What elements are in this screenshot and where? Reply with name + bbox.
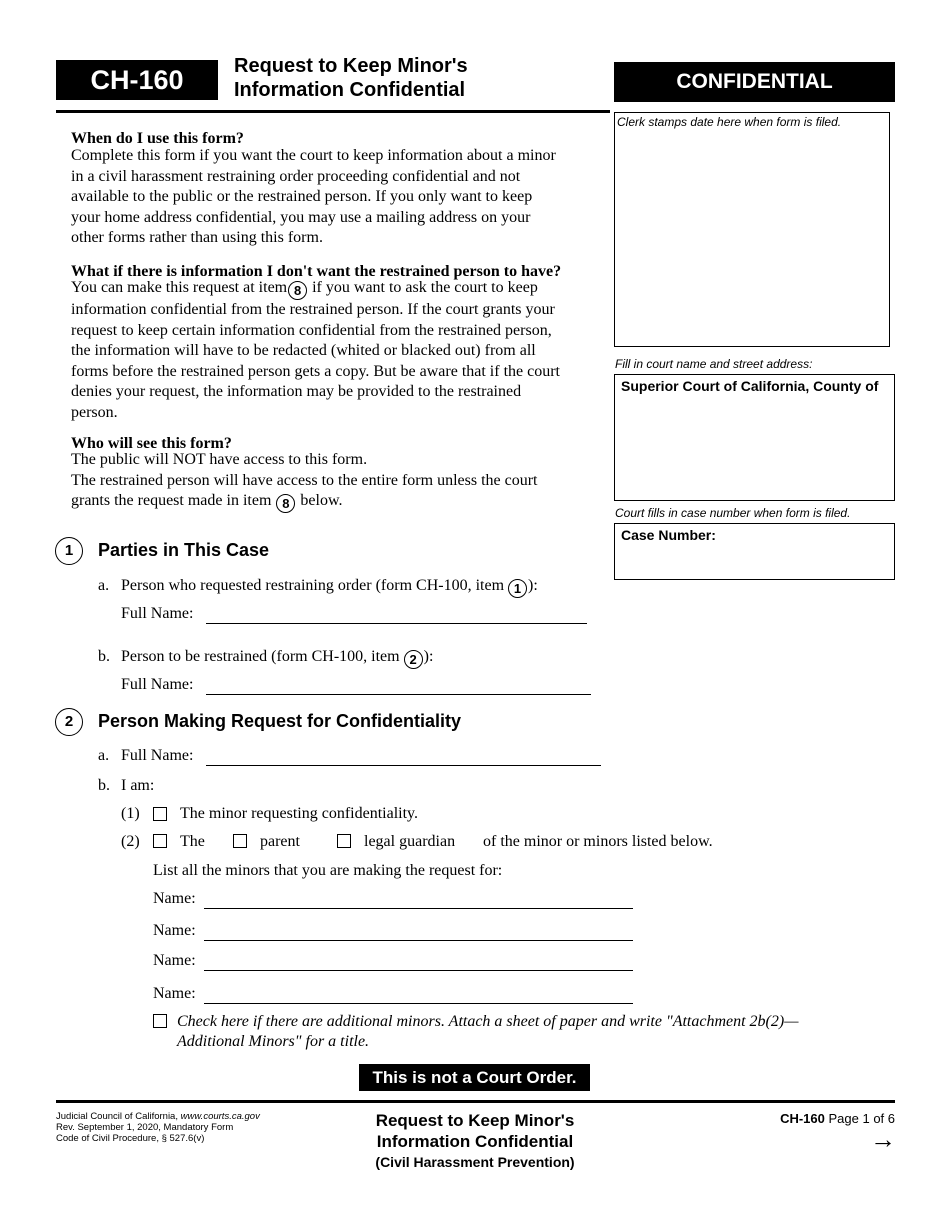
footer-council: Judicial Council of California, bbox=[56, 1111, 178, 1122]
paragraph-line: Complete this form if you want the court to keep information about a minor bbox=[71, 147, 556, 164]
footer-legal-info bbox=[56, 1111, 336, 1144]
section-1b-question bbox=[121, 647, 433, 669]
footer-title-line2: Information Confidential bbox=[376, 1132, 574, 1151]
additional-minors-text bbox=[177, 1012, 877, 1052]
section-1-title: Parties in This Case bbox=[98, 540, 270, 560]
additional-minors-checkbox[interactable] bbox=[153, 1014, 167, 1028]
section-1a-name-label: Full Name: bbox=[121, 605, 194, 622]
paragraph-line bbox=[71, 491, 611, 513]
item-2-reference: 2 bbox=[404, 650, 423, 669]
option-2-the: The bbox=[180, 833, 205, 850]
item-8-reference: 8 bbox=[288, 281, 307, 300]
minor-name-line bbox=[204, 970, 633, 971]
form-title-line2: Information Confidential bbox=[234, 79, 466, 101]
minor-name-input[interactable] bbox=[208, 919, 628, 939]
confidential-banner: CONFIDENTIAL bbox=[614, 62, 895, 102]
paragraph-text: grants the request made in item bbox=[71, 492, 272, 509]
the-checkbox[interactable] bbox=[153, 834, 167, 848]
minor-name-input[interactable] bbox=[208, 949, 628, 969]
intro-answer-who bbox=[71, 450, 611, 513]
paragraph-text: if you want to ask the court to keep bbox=[312, 279, 538, 296]
option-2-number: (2) bbox=[121, 833, 140, 850]
section-1a-letter: a. bbox=[98, 577, 110, 594]
restrained-name-input[interactable] bbox=[210, 673, 588, 693]
minor-name-line bbox=[204, 908, 633, 909]
court-address-box[interactable] bbox=[614, 374, 895, 501]
requester-name-line bbox=[206, 623, 587, 624]
minor-name-label: Name: bbox=[153, 922, 196, 939]
minors-list-intro: List all the minors that you are making the request for: bbox=[153, 862, 503, 879]
restrained-name-line bbox=[206, 694, 591, 695]
footer-subtitle: (Civil Harassment Prevention) bbox=[375, 1154, 575, 1170]
minor-name-line bbox=[204, 1003, 633, 1004]
option-1-number: (1) bbox=[121, 805, 140, 822]
minor-name-label: Name: bbox=[153, 890, 196, 907]
paragraph-line: request to keep certain information confidential from the restrained person, bbox=[71, 321, 552, 339]
additional-minors-line: Additional Minors" for a title. bbox=[177, 1033, 370, 1050]
paragraph-line: your home address confidential, you may use a mailing address on your bbox=[71, 208, 531, 226]
minor-name-line bbox=[204, 940, 633, 941]
question-text: ): bbox=[423, 648, 434, 665]
header-divider bbox=[56, 110, 610, 113]
not-court-order-banner: This is not a Court Order. bbox=[359, 1064, 590, 1091]
intro-question-when: When do I use this form? bbox=[71, 130, 244, 147]
requester-full-name-line bbox=[206, 765, 601, 766]
requester-full-name-input[interactable] bbox=[210, 744, 598, 764]
paragraph-line: The restrained person will have access to the entire form unless the court bbox=[71, 471, 538, 489]
case-number-label: Case Number: bbox=[621, 527, 716, 543]
clerk-stamp-box bbox=[614, 112, 890, 347]
next-page-arrow-icon[interactable]: → bbox=[870, 1124, 896, 1154]
section-1b-letter: b. bbox=[98, 648, 110, 665]
paragraph-line: in a civil harassment restraining order proceeding confidential and not bbox=[71, 167, 521, 185]
intro-answer-when bbox=[71, 146, 611, 249]
paragraph-line bbox=[71, 278, 616, 300]
option-2-tail: of the minor or minors listed below. bbox=[483, 833, 713, 850]
case-number-instruction: Court fills in case number when form is filed. bbox=[615, 506, 851, 520]
section-1-number: 1 bbox=[55, 537, 83, 565]
option-2-guardian: legal guardian bbox=[364, 833, 456, 850]
court-name-label: Superior Court of California, County of bbox=[621, 378, 879, 394]
minor-name-label: Name: bbox=[153, 952, 196, 969]
intro-question-info: What if there is information I don't want the restrained person to have? bbox=[71, 263, 562, 280]
footer-website-link[interactable]: www.courts.ca.gov bbox=[180, 1111, 260, 1122]
question-text: Person who requested restraining order (form CH-100, item bbox=[121, 577, 505, 594]
form-title-line1: Request to Keep Minor's bbox=[234, 55, 468, 77]
minor-name-input[interactable] bbox=[208, 887, 628, 907]
section-1a-question bbox=[121, 576, 538, 598]
paragraph-line: The public will NOT have access to this form. bbox=[71, 451, 368, 468]
item-8-reference: 8 bbox=[276, 494, 295, 513]
option-2-parent: parent bbox=[260, 833, 300, 850]
paragraph-line: denies your request, the information may be provided to the restrained bbox=[71, 383, 522, 400]
option-1-text: The minor requesting confidentiality. bbox=[180, 805, 419, 822]
footer-code: Code of Civil Procedure, § 527.6(v) bbox=[56, 1133, 205, 1144]
footer-title bbox=[330, 1110, 620, 1172]
requester-name-input[interactable] bbox=[210, 602, 585, 622]
footer-council-line bbox=[56, 1111, 336, 1122]
footer-page-number: Page 1 of 6 bbox=[828, 1111, 895, 1126]
paragraph-line: other forms rather than using this form. bbox=[71, 229, 323, 246]
form-code-badge: CH-160 bbox=[56, 60, 218, 100]
minor-name-input[interactable] bbox=[208, 982, 628, 1002]
paragraph-line: the information will have to be redacted (whited or blacked out) from all bbox=[71, 342, 536, 359]
section-2-title: Person Making Request for Confidentiality bbox=[98, 711, 462, 731]
court-address-instruction: Fill in court name and street address: bbox=[615, 357, 813, 371]
section-2a-letter: a. bbox=[98, 747, 110, 764]
section-2b-label: I am: bbox=[121, 777, 155, 794]
clerk-stamp-label: Clerk stamps date here when form is filed. bbox=[617, 115, 842, 129]
footer-title-line1: Request to Keep Minor's bbox=[375, 1111, 575, 1130]
paragraph-line: forms before the restrained person gets a copy. But be aware that if the court bbox=[71, 362, 560, 380]
section-2a-name-label: Full Name: bbox=[121, 747, 194, 764]
parent-checkbox[interactable] bbox=[233, 834, 247, 848]
paragraph-text: You can make this request at item bbox=[71, 279, 288, 296]
footer-divider bbox=[56, 1100, 895, 1103]
footer-revision: Rev. September 1, 2020, Mandatory Form bbox=[56, 1122, 234, 1133]
legal-guardian-checkbox[interactable] bbox=[337, 834, 351, 848]
section-2-number: 2 bbox=[55, 708, 83, 736]
case-number-box[interactable] bbox=[614, 523, 895, 580]
footer-form-code: CH-160 bbox=[780, 1111, 825, 1126]
intro-question-who: Who will see this form? bbox=[71, 435, 232, 452]
intro-answer-info bbox=[71, 278, 616, 423]
form-title bbox=[234, 54, 604, 102]
question-text: ): bbox=[528, 577, 538, 594]
minor-requesting-checkbox[interactable] bbox=[153, 807, 167, 821]
question-text: Person to be restrained (form CH-100, item bbox=[121, 648, 400, 665]
paragraph-line: information confidential from the restrained person. If the court grants your bbox=[71, 301, 555, 318]
minor-name-label: Name: bbox=[153, 985, 196, 1002]
item-1-reference: 1 bbox=[508, 579, 527, 598]
additional-minors-line: Check here if there are additional minors. Attach a sheet of paper and write "Attachment 2b(2)— bbox=[177, 1013, 799, 1030]
paragraph-line: person. bbox=[71, 403, 118, 421]
section-2b-letter: b. bbox=[98, 777, 110, 794]
paragraph-text: below. bbox=[300, 492, 343, 509]
section-1b-name-label: Full Name: bbox=[121, 676, 194, 693]
paragraph-line: available to the public or the restrained person. If you only want to keep bbox=[71, 188, 533, 205]
